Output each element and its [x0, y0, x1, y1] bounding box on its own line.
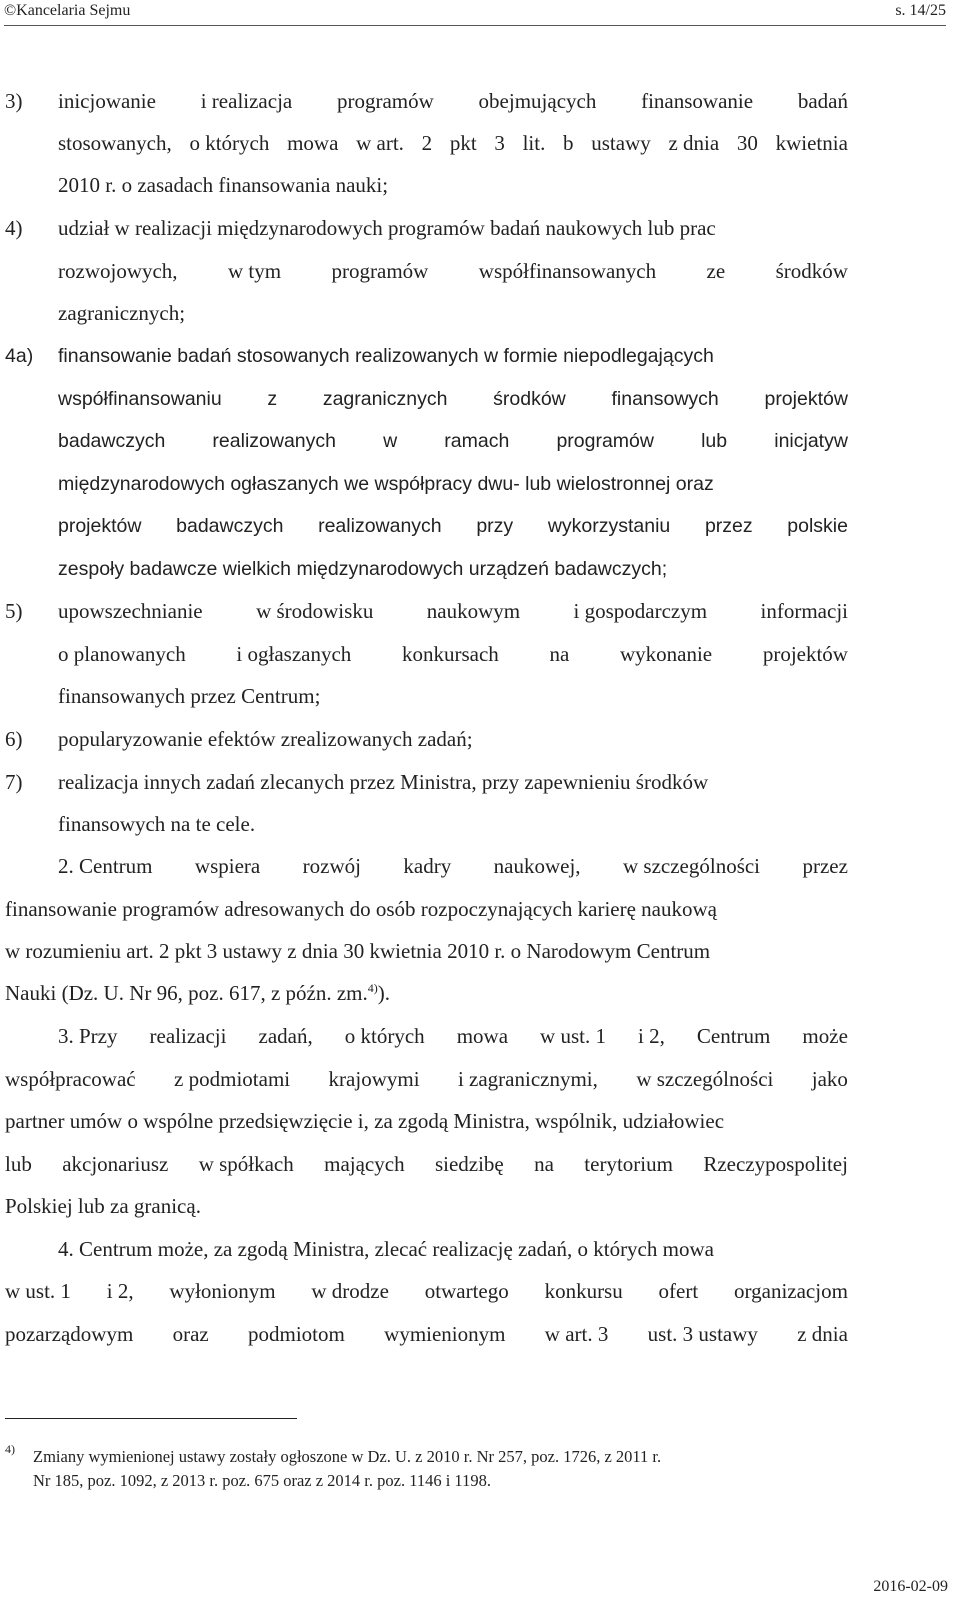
word: środków [775, 259, 848, 283]
word: mających [324, 1152, 405, 1176]
word: naukowej, [493, 854, 581, 878]
section-3-line-3: partner umów o wspólne przedsięwzięcie i, za zgodą Ministra, wspólnik, udziałowiec [5, 1109, 725, 1133]
word: 30 [736, 131, 758, 155]
section-2-line-1 [58, 853, 848, 879]
section-3-line-5: Polskiej lub za granicą. [5, 1194, 201, 1218]
word: i ogłaszanych [236, 642, 352, 666]
section-2-line-4-text: Nauki (Dz. U. Nr 96, poz. 617, z późn. zm. [5, 981, 368, 1005]
item-3-line-2 [58, 130, 848, 156]
header-page-number: s. 14/25 [895, 2, 946, 19]
word: konkursu [544, 1279, 623, 1303]
item-5-line-2 [58, 641, 848, 667]
word: akcjonariusz [62, 1152, 169, 1176]
word: wyłonionym [169, 1279, 276, 1303]
word: zadań, [258, 1024, 313, 1048]
item-4a-line-4: międzynarodowych ogłaszanych we współpracy dwu- lub wielostronnej oraz [58, 473, 714, 495]
page-header [4, 2, 946, 26]
word: lit. [522, 131, 546, 155]
section-4-line-3 [5, 1321, 848, 1347]
word: w szczególności [636, 1067, 774, 1091]
item-7-line-1: realizacja innych zadań zlecanych przez Ministra, przy zapewnieniu środków [58, 770, 709, 794]
word: w art. 3 [544, 1322, 609, 1346]
word: i gospodarczym [573, 599, 708, 623]
word: upowszechnianie [58, 599, 203, 623]
footnote-separator [5, 1418, 297, 1419]
word: finansowych [611, 388, 719, 410]
header-rule [4, 25, 946, 26]
word: podmiotom [248, 1322, 345, 1346]
item-3-line-3: 2010 r. o zasadach finansowania nauki; [58, 173, 389, 197]
word: i realizacja [200, 89, 293, 113]
word: ustawy [591, 131, 651, 155]
item-4a-line-2 [58, 386, 848, 412]
word: projektów [58, 515, 142, 537]
word: obejmujących [478, 89, 597, 113]
section-4-line-2 [5, 1278, 848, 1304]
word: projektów [762, 642, 848, 666]
footer-date: 2016-02-09 [873, 1578, 948, 1595]
item-3-line-1 [58, 88, 848, 114]
word: projektów [764, 388, 848, 410]
word: ofert [658, 1279, 699, 1303]
word: realizowanych [212, 430, 336, 452]
section-2-line-3: w rozumieniu art. 2 pkt 3 ustawy z dnia 30 kwietnia 2010 r. o Narodowym Centrum [5, 939, 711, 963]
word: jako [811, 1067, 848, 1091]
word: oraz [172, 1322, 209, 1346]
word: współpracować [5, 1067, 136, 1091]
word: rozwojowych, [58, 259, 178, 283]
item-4a-line-6: zespoły badawcze wielkich międzynarodowych urządzeń badawczych; [58, 558, 668, 580]
word: i zagranicznymi, [457, 1067, 598, 1091]
word: konkursach [401, 642, 499, 666]
word: wymienionym [384, 1322, 506, 1346]
word: zagranicznych [322, 388, 448, 410]
word: informacji [760, 599, 848, 623]
item-4a-line-1: finansowanie badań stosowanych realizowanych w formie niepodlegających [58, 345, 714, 367]
word: Rzeczypospolitej [703, 1152, 848, 1176]
word: współfinansowaniu [58, 388, 222, 410]
word: środków [493, 388, 566, 410]
item-4a-line-3 [58, 428, 848, 454]
word: z dnia [668, 131, 720, 155]
word: lub [5, 1152, 32, 1176]
word: ramach [444, 430, 510, 452]
word: badawczych [176, 515, 284, 537]
word: na [534, 1152, 554, 1176]
word: w drodze [311, 1279, 389, 1303]
word: programów [556, 430, 654, 452]
item-6-line-1: popularyzowanie efektów zrealizowanych zadań; [58, 727, 473, 751]
word: otwartego [424, 1279, 509, 1303]
item-number: 7) [5, 770, 23, 794]
word: 2 [421, 131, 433, 155]
item-4-line-2 [58, 258, 848, 284]
section-2-line-4 [5, 980, 390, 1006]
word: rozwój [302, 854, 361, 878]
word: w środowisku [256, 599, 374, 623]
word: o których [189, 131, 270, 155]
word: przy [476, 515, 514, 537]
item-5-line-1 [58, 598, 848, 624]
word: badawczych [58, 430, 166, 452]
word: o których [344, 1024, 425, 1048]
word: stosowanych, [58, 131, 172, 155]
word: w szczególności [622, 854, 761, 878]
word: 3 [494, 131, 505, 155]
word: b [563, 131, 574, 155]
word: może [802, 1024, 848, 1048]
word: mowa [287, 131, 339, 155]
word: krajowymi [328, 1067, 420, 1091]
word: mowa [456, 1024, 509, 1048]
word: pkt [449, 131, 477, 155]
word: w spółkach [198, 1152, 294, 1176]
word: przez [704, 515, 753, 537]
footnote-line-2: Nr 185, poz. 1092, z 2013 r. poz. 675 oraz z 2014 r. poz. 1146 i 1198. [33, 1471, 491, 1490]
word: 3. Przy [58, 1024, 118, 1048]
item-number: 5) [5, 599, 23, 623]
word: w ust. 1 [540, 1024, 606, 1048]
section-4-line-1: 4. Centrum może, za zgodą Ministra, zlecać realizację zadań, o których mowa [58, 1237, 714, 1261]
word: badań [797, 89, 848, 113]
word: organizacjom [734, 1279, 848, 1303]
word: z podmiotami [174, 1067, 291, 1091]
word: na [549, 642, 570, 666]
word: polskie [787, 515, 848, 537]
word: Centrum [696, 1024, 771, 1048]
word: wykorzystaniu [547, 515, 671, 537]
footnote-mark: 4) [5, 1442, 15, 1456]
word: współfinansowanych [478, 259, 657, 283]
word: z [267, 388, 278, 410]
word: lub [701, 430, 728, 452]
word: w art. [356, 131, 404, 155]
word: o planowanych [58, 642, 186, 666]
word: siedzibę [434, 1152, 504, 1176]
word: w tym [228, 259, 282, 283]
section-2-line-4-end: ). [377, 981, 390, 1005]
word: ze [706, 259, 726, 283]
item-number: 3) [5, 89, 23, 113]
word: realizowanych [318, 515, 442, 537]
footnote-line-1: Zmiany wymienionej ustawy zostały ogłoszone w Dz. U. z 2010 r. Nr 257, poz. 1726, z 2011 r. [33, 1447, 662, 1466]
word: kwietnia [775, 131, 848, 155]
word: z dnia [797, 1322, 848, 1346]
word: realizacji [149, 1024, 227, 1048]
item-4a-line-5 [58, 513, 848, 539]
word: pozarządowym [5, 1322, 134, 1346]
item-number: 4a) [5, 345, 34, 367]
word: naukowym [426, 599, 521, 623]
section-3-line-1 [58, 1023, 848, 1049]
word: wykonanie [619, 642, 713, 666]
item-5-line-3: finansowanych przez Centrum; [58, 684, 321, 708]
word: i 2, [638, 1024, 665, 1048]
section-3-line-4 [5, 1151, 848, 1177]
word: ust. 3 ustawy [647, 1322, 758, 1346]
word: w ust. 1 [5, 1279, 71, 1303]
word: finansowanie [641, 89, 754, 113]
word: przez [802, 854, 848, 878]
word: i 2, [106, 1279, 134, 1303]
word: programów [331, 259, 429, 283]
word: kadry [403, 854, 452, 878]
word: 2. Centrum [58, 854, 153, 878]
item-4-line-1: udział w realizacji międzynarodowych programów badań naukowych lub prac [58, 216, 716, 240]
item-number: 6) [5, 727, 23, 751]
section-3-line-2 [5, 1066, 848, 1092]
word: inicjowanie [58, 89, 156, 113]
word: w [383, 430, 398, 452]
header-publisher: ©Kancelaria Sejmu [4, 2, 131, 19]
word: inicjatyw [774, 430, 848, 452]
item-number: 4) [5, 216, 23, 240]
word: terytorium [584, 1152, 673, 1176]
section-2-line-2: finansowanie programów adresowanych do osób rozpoczynających karierę naukową [5, 897, 717, 921]
item-7-line-2: finansowych na te cele. [58, 812, 256, 836]
item-4-line-3: zagranicznych; [58, 301, 186, 325]
word: programów [336, 89, 434, 113]
footnote-reference[interactable]: 4) [367, 981, 378, 995]
word: wspiera [194, 854, 261, 878]
